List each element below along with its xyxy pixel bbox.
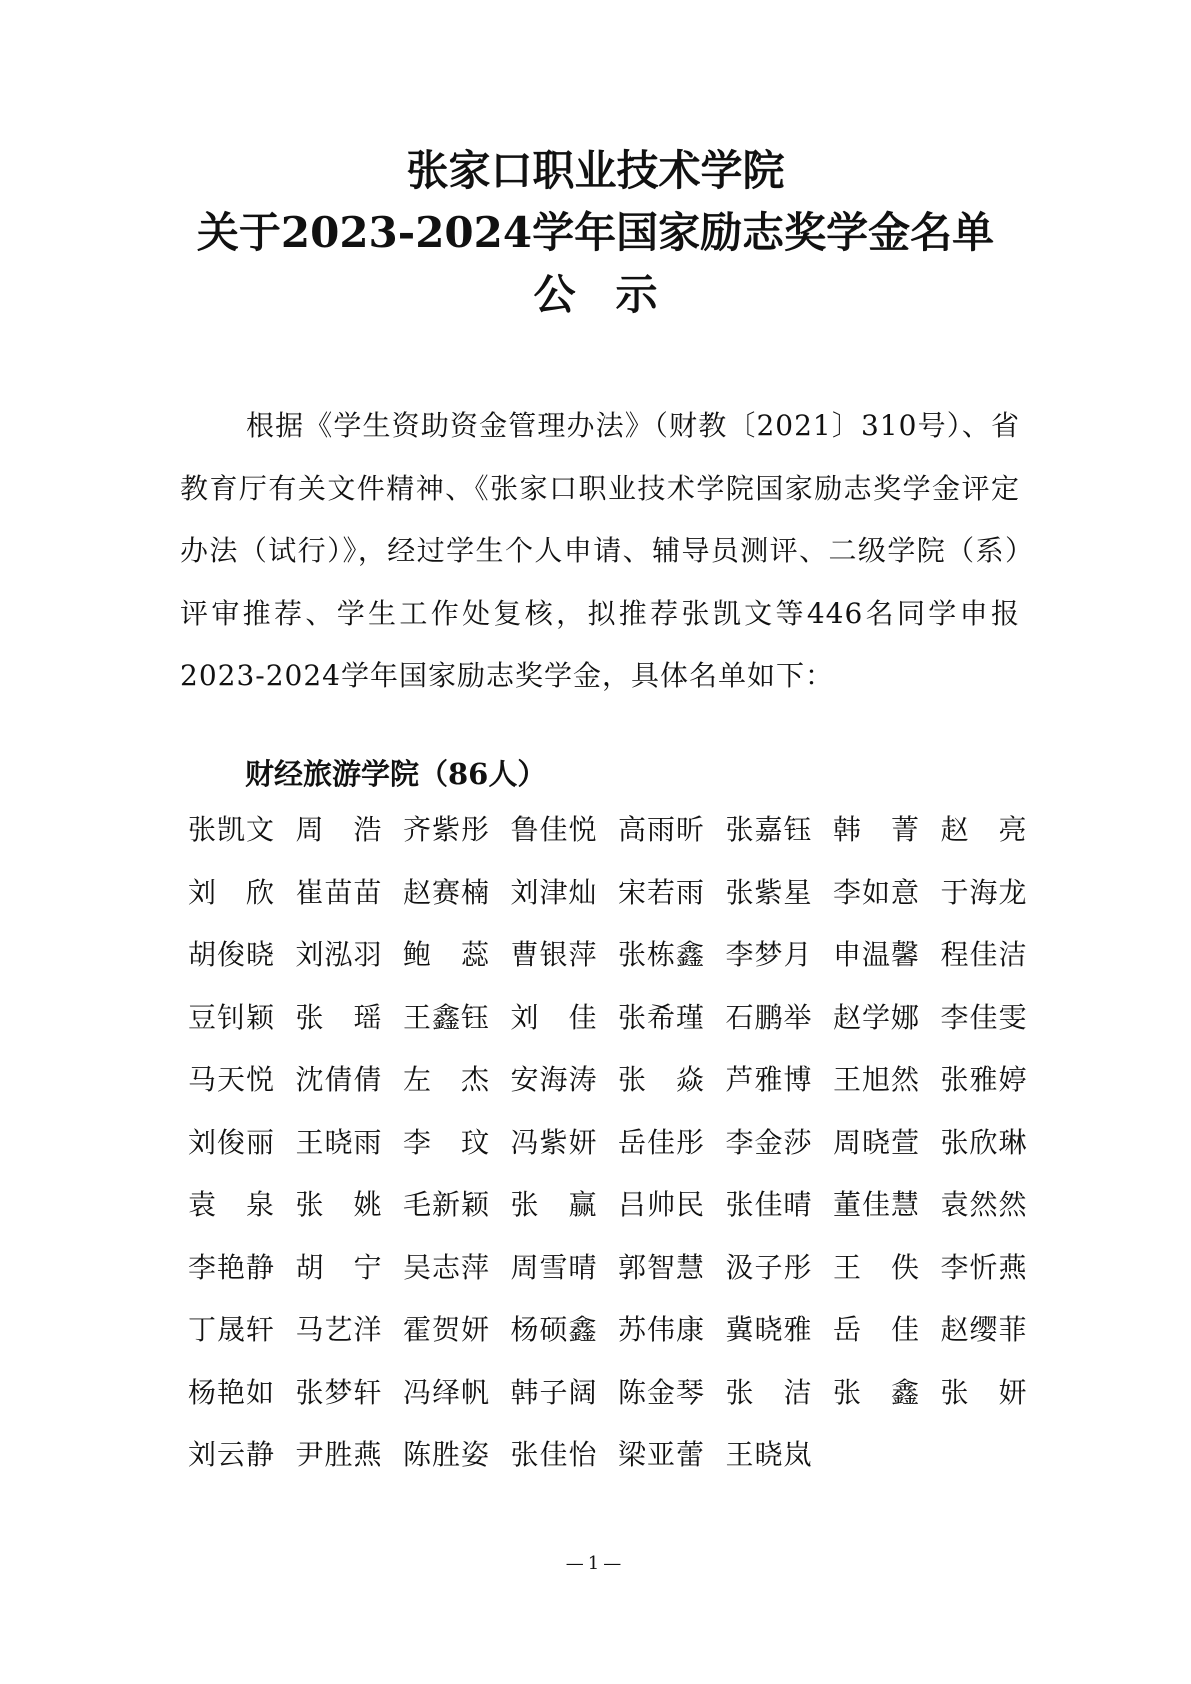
title-subject: 关于2023-2024学年国家励志奖学金名单 <box>196 208 995 257</box>
name-entry: 齐紫彤 <box>403 813 491 846</box>
name-entry: 周雪晴 <box>510 1250 598 1284</box>
name-entry: 张欣琳 <box>940 1125 1028 1159</box>
name-entry: 鲁佳悦 <box>510 813 598 846</box>
name-entry: 冯绎帆 <box>403 1375 491 1409</box>
name-entry: 郭智慧 <box>618 1250 706 1284</box>
name-entry: 王旭然 <box>833 1063 921 1096</box>
name-entry: 李艳静 <box>188 1250 276 1284</box>
name-entry: 刘津灿 <box>510 875 598 909</box>
name-entry: 张栋鑫 <box>618 938 706 971</box>
name-entry: 汲子彤 <box>725 1250 813 1284</box>
name-entry: 张梦轩 <box>295 1375 383 1409</box>
name-entry: 张雅婷 <box>940 1063 1028 1096</box>
title-notice: 公示 <box>533 270 698 319</box>
name-entry: 张 妍 <box>940 1375 1028 1409</box>
name-entry: 毛新颖 <box>403 1188 491 1221</box>
body-paragraph: 根据《学生资助资金管理办法》（财教〔2021〕310号）、省教育厅有关文件精神、《张家口职业技术学院国家励志奖学金评定办法（试行）》，经过学生个人申请、辅导员测评、二级学院（系）评审推荐、学生工作处复核，拟推荐张凯文等446名同学申报2023-2024学年国家励志奖学金，具体名单如下： <box>180 409 1020 692</box>
name-entry: 陈胜姿 <box>403 1438 491 1471</box>
name-entry: 胡俊晓 <box>188 938 276 971</box>
name-entry: 李 玟 <box>403 1125 491 1159</box>
name-entry: 张凯文 <box>188 813 276 846</box>
name-entry: 赵学娜 <box>833 1000 921 1034</box>
name-entry: 杨艳如 <box>188 1375 276 1409</box>
name-entry: 王 佚 <box>833 1250 921 1284</box>
name-entry: 张 洁 <box>725 1375 813 1409</box>
name-entry: 张 瑶 <box>295 1000 383 1034</box>
name-entry: 安海涛 <box>510 1063 598 1096</box>
name-entry: 张希瑾 <box>618 1000 706 1034</box>
name-entry: 刘泓羽 <box>295 938 383 971</box>
name-entry: 王晓雨 <box>295 1125 383 1159</box>
name-entry: 张 姚 <box>295 1188 383 1221</box>
name-entry: 李梦月 <box>725 938 813 971</box>
name-entry: 刘云静 <box>188 1438 276 1471</box>
name-entry: 鲍 蕊 <box>403 938 491 971</box>
name-entry: 张紫星 <box>725 875 813 909</box>
name-entry: 霍贺妍 <box>403 1313 491 1346</box>
name-entry: 梁亚蕾 <box>618 1438 706 1471</box>
name-entry: 于海龙 <box>940 875 1028 909</box>
name-entry: 冯紫妍 <box>510 1125 598 1159</box>
name-entry: 陈金琴 <box>618 1375 706 1409</box>
name-entry: 张 焱 <box>618 1063 706 1096</box>
name-entry: 岳 佳 <box>833 1313 921 1346</box>
name-entry: 张嘉钰 <box>725 813 813 846</box>
name-list <box>188 810 1028 1498</box>
name-entry: 李金莎 <box>725 1125 813 1159</box>
name-entry: 李佳雯 <box>940 1000 1028 1034</box>
page-number: —1— <box>565 1553 626 1574</box>
name-entry: 张 赢 <box>510 1188 598 1221</box>
name-entry: 崔苗苗 <box>295 875 383 909</box>
name-entry: 沈倩倩 <box>295 1063 383 1096</box>
name-entry: 苏伟康 <box>618 1313 706 1346</box>
name-entry: 李如意 <box>833 875 921 909</box>
name-entry: 马天悦 <box>188 1063 276 1096</box>
name-entry: 宋若雨 <box>618 875 706 909</box>
name-entry: 吴志萍 <box>403 1250 491 1284</box>
name-entry: 赵赛楠 <box>403 875 491 909</box>
name-entry: 周晓萱 <box>833 1125 921 1159</box>
name-entry: 马艺洋 <box>295 1313 383 1346</box>
name-entry: 曹银萍 <box>510 938 598 971</box>
name-entry: 王鑫钰 <box>403 1000 491 1034</box>
document-title <box>0 140 1191 326</box>
name-entry: 李忻燕 <box>940 1250 1028 1284</box>
name-entry: 丁晟轩 <box>188 1313 276 1346</box>
name-entry: 豆钊颖 <box>188 1000 276 1034</box>
name-entry: 胡 宁 <box>295 1250 383 1284</box>
name-entry: 高雨昕 <box>618 813 706 846</box>
name-entry: 王晓岚 <box>725 1438 813 1471</box>
name-entry: 申温馨 <box>833 938 921 971</box>
name-entry: 冀晓雅 <box>725 1313 813 1346</box>
name-entry: 张佳晴 <box>725 1188 813 1221</box>
name-entry: 杨硕鑫 <box>510 1313 598 1346</box>
name-entry: 石鹏举 <box>725 1000 813 1034</box>
name-entry: 芦雅博 <box>725 1063 813 1096</box>
name-entry: 张 鑫 <box>833 1375 921 1409</box>
name-entry: 袁 泉 <box>188 1188 276 1221</box>
section-heading: 财经旅游学院（86人） <box>245 757 547 791</box>
name-entry: 赵 亮 <box>940 813 1028 846</box>
name-entry: 董佳慧 <box>833 1188 921 1221</box>
name-entry: 刘俊丽 <box>188 1125 276 1159</box>
name-entry: 张佳怡 <box>510 1438 598 1471</box>
name-entry: 韩 菁 <box>833 813 921 846</box>
name-entry: 韩子阔 <box>510 1375 598 1409</box>
name-entry: 刘 欣 <box>188 875 276 909</box>
name-entry: 赵缨菲 <box>940 1313 1028 1346</box>
title-school-name: 张家口职业技术学院 <box>406 146 785 195</box>
name-entry: 左 杰 <box>403 1063 491 1096</box>
name-entry: 尹胜燕 <box>295 1438 383 1471</box>
name-entry: 刘 佳 <box>510 1000 598 1034</box>
name-entry: 程佳洁 <box>940 938 1028 971</box>
name-entry: 袁然然 <box>940 1188 1028 1221</box>
name-entry: 吕帅民 <box>618 1188 706 1221</box>
name-entry: 岳佳彤 <box>618 1125 706 1159</box>
name-entry: 周 浩 <box>295 813 383 846</box>
